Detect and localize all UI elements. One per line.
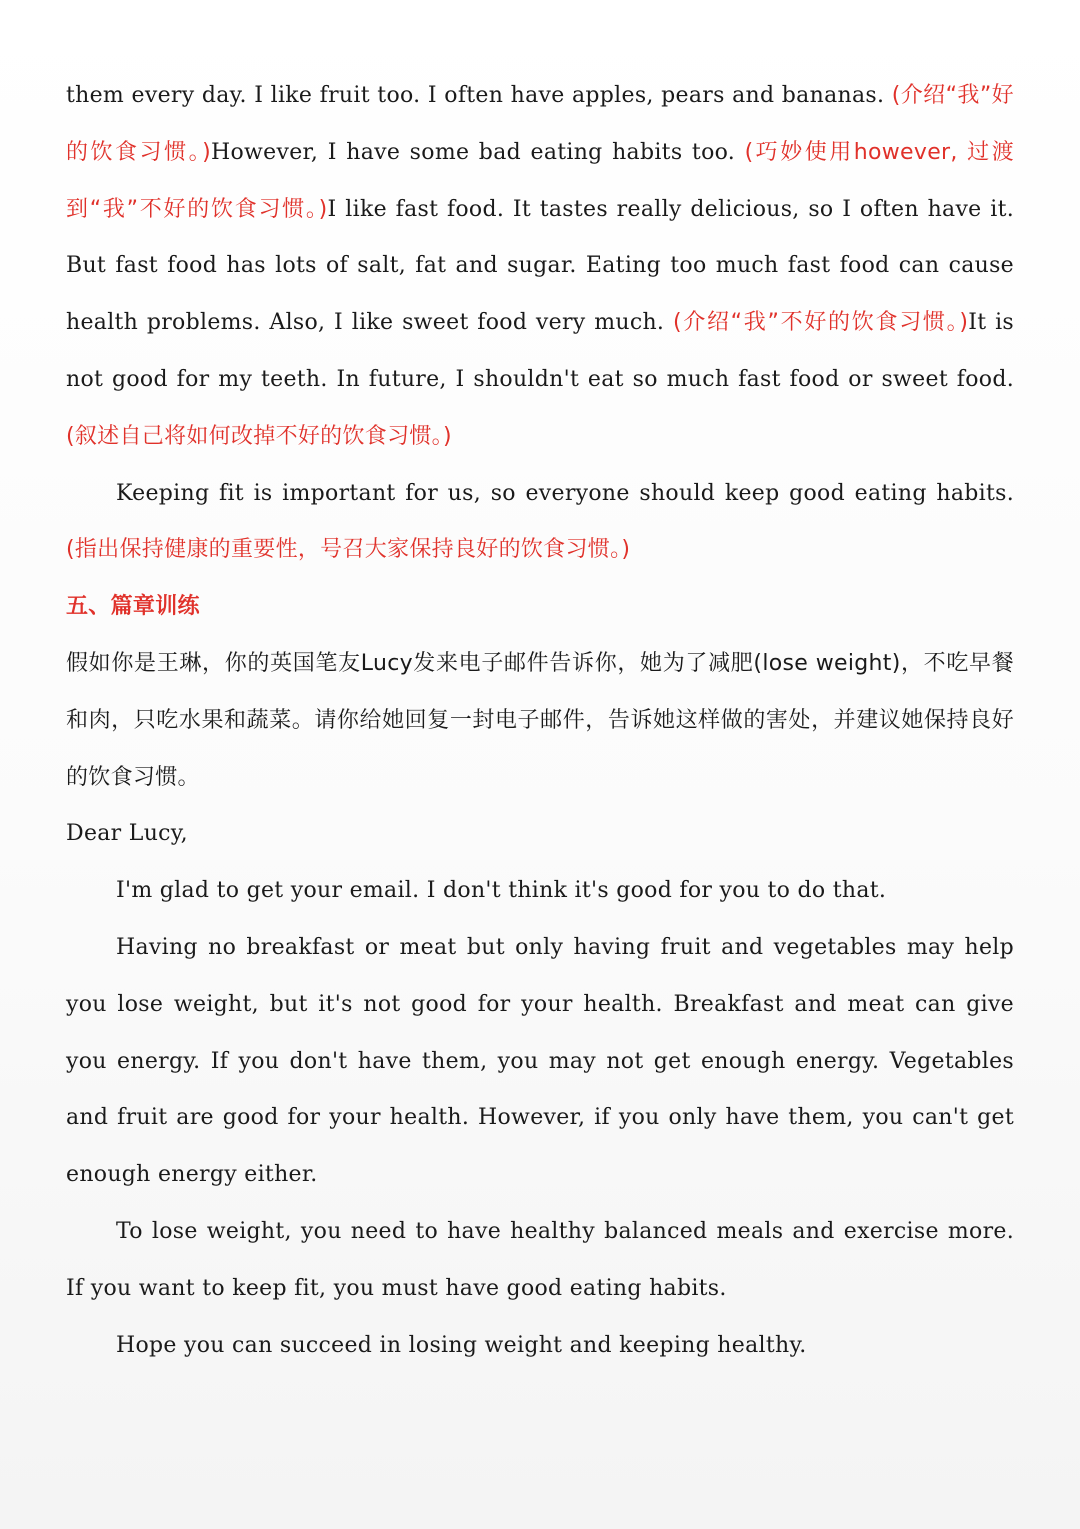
letter-paragraph-4: Hope you can succeed in losing weight and keeping healthy. — [116, 1332, 807, 1358]
annotation-note: (巧妙使用however, 过渡到“我”不好的饮食习惯。) — [66, 139, 1015, 222]
annotation-note: (指出保持健康的重要性，号召大家保持良好的饮食习惯。) — [66, 537, 631, 563]
sample-passage — [66, 68, 1014, 1374]
section-heading: 五、篇章训练 — [66, 594, 200, 620]
annotation-note: (介绍“我”不好的饮食习惯。) — [672, 310, 969, 336]
letter-paragraph-1: I'm glad to get your email. I don't think it's good for you to do that. — [116, 878, 887, 904]
letter-paragraph-3: To lose weight, you need to have healthy balanced meals and exercise more. If you want to keep fit, you must have good eating habits. — [66, 1218, 1014, 1301]
letter-greeting: Dear Lucy, — [66, 821, 188, 847]
passage-text: Keeping fit is important for us, so everyone should keep good eating habits. — [116, 480, 1014, 506]
annotation-note: (介绍“我”好的饮食习惯。) — [66, 83, 1014, 165]
passage-text: them every day. I like fruit too. I often have apples, pears and bananas. — [66, 83, 892, 108]
passage-paragraph-1 — [66, 68, 1014, 466]
passage-paragraph-2 — [66, 466, 1014, 580]
annotation-note: (叙述自己将如何改掉不好的饮食习惯。) — [66, 423, 452, 449]
writing-prompt: 假如你是王琳，你的英国笔友Lucy发来电子邮件告诉你，她为了减肥(lose weight)，不吃早餐和肉，只吃水果和蔬菜。请你给她回复一封电子邮件，告诉她这样做的害处，并建议她保持良好的饮食习惯。 — [66, 650, 1014, 790]
passage-text: It is not good for my teeth. In future, I shouldn't eat so much fast food or sweet food. — [66, 310, 1014, 392]
letter-paragraph-2: Having no breakfast or meat but only having fruit and vegetables may help you lose weight, but it's not good for your health. Breakfast and meat can give you energy. If you don't have them, you may not get enough energy. Vegetables and fruit are good for your health. However, if you only have them, you can't get enough energy either. — [66, 934, 1014, 1188]
passage-text: However, I have some bad eating habits too. — [211, 139, 745, 165]
passage-text: I like fast food. It tastes really delicious, so I often have it. But fast food has lots of salt, fat and sugar. Eating too much fast food can cause health problems. Also, I like sweet food very much. — [66, 196, 1014, 336]
